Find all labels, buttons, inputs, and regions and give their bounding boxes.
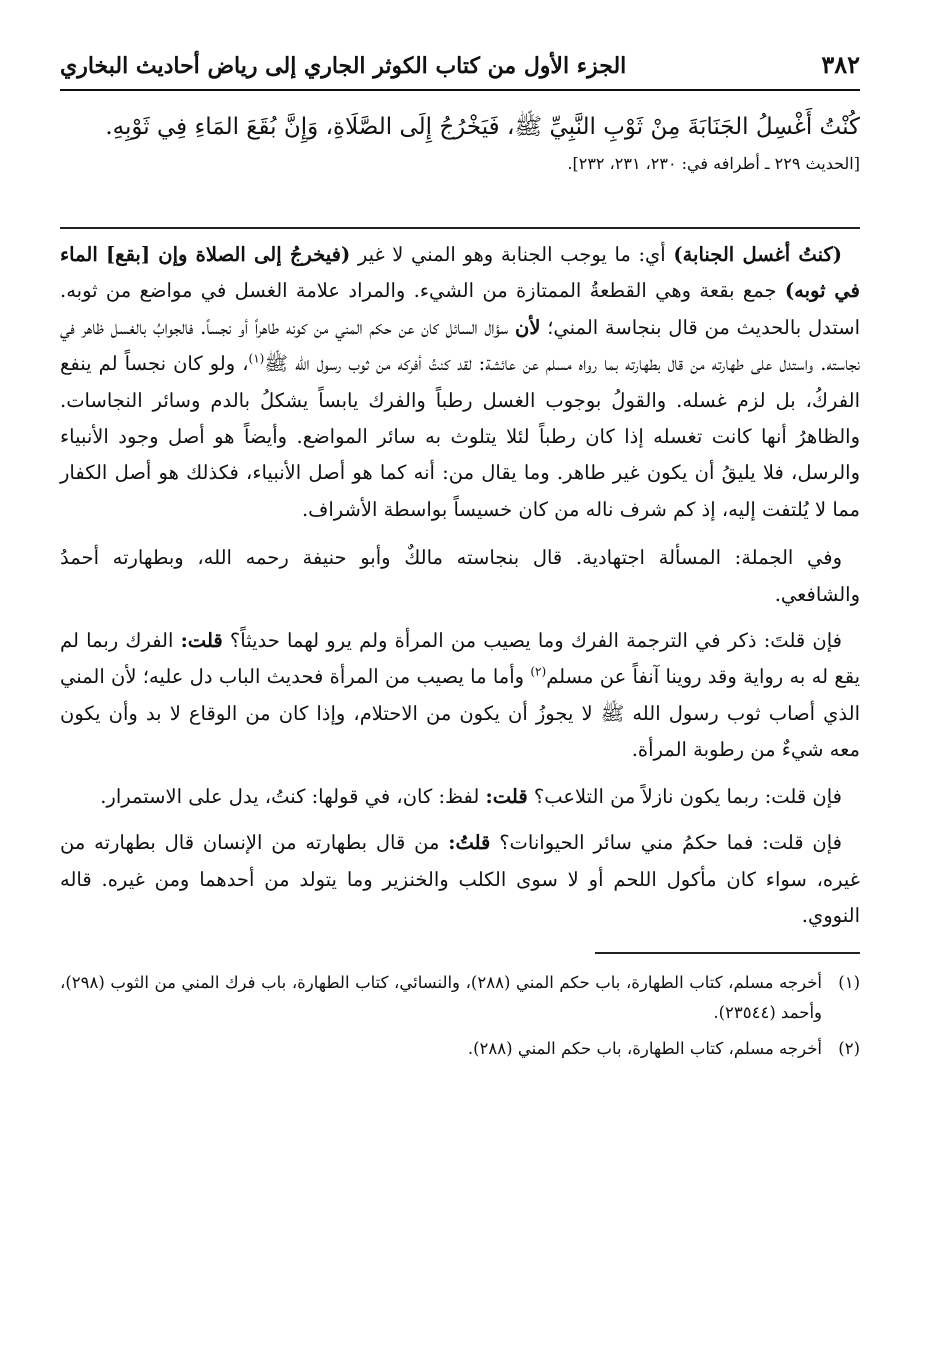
text-run: جمع بقعة وهي القطعةُ الممتازة من الشيء. والمراد علامة الغسل في مواضع من ثوبه. استدل بالحديث من قال بنجاسة المني؛ — [60, 279, 860, 339]
commentary-paragraph: وفي الجملة: المسألة اجتهادية. قال بنجاسته مالكٌ وأبو حنيفة رحمه الله، وبطهارته أحمدُ والشافعي. — [60, 546, 860, 606]
commentary-paragraph — [60, 237, 860, 528]
bold-phrase: (فيخرجُ إلى الصلاة وإن [بقع] الماء في ثوبه) — [60, 243, 860, 303]
bold-phrase: قلت: — [180, 629, 223, 653]
footnote-item — [60, 1034, 860, 1064]
hadith-text: كُنْتُ أَغْسِلُ الجَنَابَةَ مِنْ ثَوْبِ النَّبِيِّ ﷺ، فَيَخْرُجُ إِلَى الصَّلَاةِ، وَإِنَّ بُقَعَ المَاءِ فِي ثَوْبِهِ. — [105, 114, 860, 140]
book-page — [60, 50, 860, 1070]
text-run: فإن قلت: ربما يكون نازلاً من التلاعب؟ — [527, 784, 842, 808]
text-run: الفرك ربما لم يقع له به رواية وقد روينا آنفاً عن مسلم — [60, 629, 860, 689]
commentary-paragraph — [60, 623, 860, 769]
hadith-reference: [الحديث ٢٢٩ ـ أطرافه في: ٢٣٠، ٢٣١، ٢٣٢]. — [567, 154, 860, 173]
page-number: ٣٨٢ — [821, 50, 860, 79]
footnote-ref[interactable]: (١) — [248, 351, 265, 366]
text-run: لفظ: كان، في قولها: كنتُ، يدل على الاستمرار. — [100, 784, 486, 808]
text-run: فإن قلت: فما حكمُ مني سائر الحيوانات؟ — [490, 831, 842, 855]
footnote-item — [60, 968, 860, 1028]
text-run: من قال بطهارته من الإنسان قال بطهارته من غيره، سواء كان مأكول اللحم أو لا سوى الكلب والخنزير وما يتولد من أحدهما ومن غيره. قاله النووي. — [60, 831, 860, 927]
text-run: ، ولو كان نجساً لم ينفع الفركُ، بل لزم غسله. والقولُ بوجوب الغسل رطباً والفرك يابساً يشكلُ بالدم وسائر النجاسات. والظاهرُ أنها كانت تغسله إذا كان رطباً لئلا يتلوث به سائر المواضع. وأيضاً هو أصل وجود الأنبياء والرسل، فلا يليقُ أن يكون غير طاهر. وما يقال من: أنه كما هو أصل الأنبياء، فكذلك هو أصل الكفار مما لا يُلتفت إليه، إذ كم شرف ناله من كان خسيساً بواسطة الأشراف. — [60, 352, 860, 521]
footnote-text: أخرجه مسلم، كتاب الطهارة، باب حكم المني (٢٨٨). — [467, 1039, 822, 1059]
text-run: سؤال السائل كان عن حكم المني من كونه طاهراً أو نجساً. فالجوابُ بالغسل ظاهر في نجاسته. واستدل على طهارته من قال بطهارته بما رواه مسلم عن عائشة: لقد كنتُ أفركه من ثوب رسول الله ﷺ — [60, 315, 860, 376]
text-run: فإن قلتَ: ذكر في الترجمة الفرك وما يصيب من المرأة ولم يرو لهما حديثاً؟ — [222, 629, 842, 653]
footnote-number: (١) — [838, 973, 860, 993]
footnote-number: (٢) — [838, 1039, 860, 1059]
bold-phrase: لأن — [515, 315, 541, 339]
commentary-paragraph — [60, 779, 860, 815]
bold-phrase: قلتُ: — [448, 831, 491, 855]
section-divider — [60, 227, 860, 229]
text-run: وأما ما يصيب من المرأة فحديث الباب دل عليه؛ لأن المني الذي أصاب ثوب رسول الله ﷺ لا يجوزُ أن يكون من الاحتلام، وإذا كان من الوقاع لا بد وأن يكون معه شيءٌ من رطوبة المرأة. — [60, 665, 860, 762]
page-header — [60, 50, 860, 91]
book-title: الجزء الأول من كتاب الكوثر الجاري إلى رياض أحاديث البخاري — [60, 53, 627, 79]
footnote-text: أخرجه مسلم، كتاب الطهارة، باب حكم المني (٢٨٨)، والنسائي، كتاب الطهارة، باب فرك المني من الثوب (٢٩٨)، وأحمد (٢٣٥٤٤). — [60, 973, 822, 1023]
bold-phrase: قلت: — [485, 784, 528, 808]
commentary — [60, 237, 860, 934]
text-run: أي: ما يوجب الجنابة وهو المني لا غير — [350, 243, 674, 266]
bold-phrase: (كنتُ أغسل الجنابة) — [673, 243, 842, 266]
footnotes — [60, 968, 860, 1064]
footnote-ref[interactable]: (٢) — [530, 664, 547, 679]
commentary-paragraph — [60, 825, 860, 934]
footnote-divider — [595, 952, 860, 954]
